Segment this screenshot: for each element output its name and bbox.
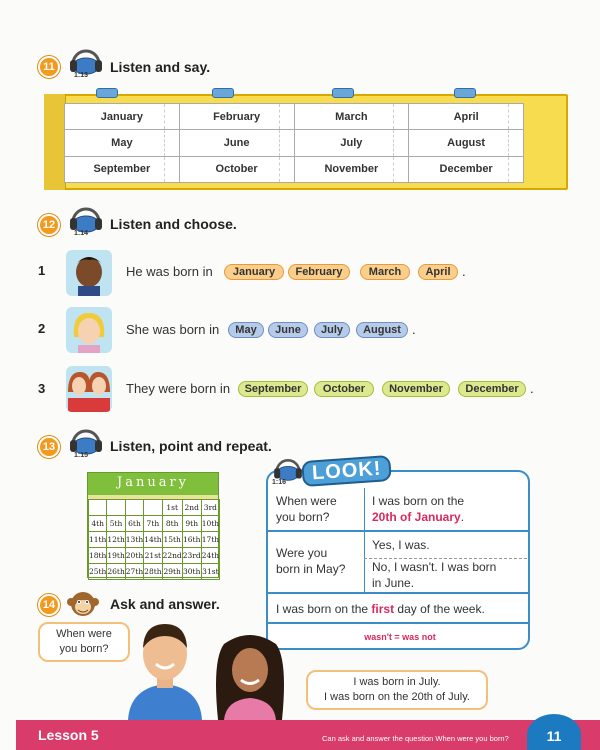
calendar-ring — [454, 88, 476, 98]
choice-option[interactable]: April — [418, 264, 458, 280]
calendar-day: 28th — [144, 564, 162, 580]
monkey-mascot-icon — [66, 588, 100, 620]
calendar-ring — [332, 88, 354, 98]
exercise-number-14: 14 — [38, 594, 60, 616]
look-grammar-box — [266, 470, 530, 650]
month-cell: May — [65, 130, 180, 156]
calendar-day: 27th — [125, 564, 143, 580]
exercise-number-11: 11 — [38, 56, 60, 78]
calendar-day: 13th — [125, 532, 143, 548]
question-line: born in May? — [276, 562, 346, 576]
item-number: 2 — [38, 321, 46, 336]
month-cell: December — [409, 156, 524, 182]
calendar-day: 22nd — [162, 548, 182, 564]
calendar-month: January — [88, 473, 218, 495]
january-calendar — [87, 472, 219, 578]
page-number: 11 — [527, 714, 581, 750]
calendar-day — [125, 500, 143, 516]
choice-option[interactable]: July — [314, 322, 350, 338]
contraction-note: wasn't = was not — [364, 632, 436, 642]
question-line: Were you — [276, 546, 328, 560]
boy-avatar — [66, 250, 112, 296]
track-number: 1:13 — [74, 72, 89, 79]
choice-option[interactable]: September — [238, 381, 308, 397]
calendar-day: 26th — [107, 564, 125, 580]
track-number: 1:16 — [272, 479, 287, 486]
months-table — [64, 103, 524, 183]
calendar-day: 8th — [162, 516, 182, 532]
boy-photo — [124, 618, 206, 720]
question-line: you born? — [276, 510, 330, 524]
calendar-day: 30th — [182, 564, 201, 580]
calendar-day: 1st — [162, 500, 182, 516]
choice-option[interactable]: February — [288, 264, 350, 280]
calendar-day: 23rd — [182, 548, 201, 564]
sentence-end: . — [462, 264, 466, 279]
calendar-day: 6th — [125, 516, 143, 532]
sentence-end: . — [412, 322, 416, 337]
calendar-day: 21st — [144, 548, 162, 564]
speech-bubble-girl: I was born in July. I was born on the 20th of July. — [306, 670, 488, 710]
calendar-day — [89, 500, 107, 516]
sentence: He was born in — [126, 264, 213, 279]
calendar-day: 25th — [89, 564, 107, 580]
month-cell: November — [294, 156, 409, 182]
calendar-day: 12th — [107, 532, 125, 548]
calendar-day: 5th — [107, 516, 125, 532]
month-cell: July — [294, 130, 409, 156]
month-cell: April — [409, 104, 524, 130]
month-cell: August — [409, 130, 524, 156]
calendar-ring — [96, 88, 118, 98]
choice-option[interactable]: December — [458, 381, 526, 397]
track-number: 1:15 — [74, 452, 89, 459]
calendar-day: 31st — [201, 564, 219, 580]
calendar-day: 7th — [144, 516, 162, 532]
girl-avatar — [66, 307, 112, 353]
footer-bar — [16, 720, 600, 750]
track-number: 1:14 — [74, 230, 89, 237]
sentence: They were born in — [126, 381, 231, 396]
answer-line: No, I wasn't. I was born — [372, 560, 497, 574]
example-sentence: I was born on the first day of the week. — [276, 602, 485, 616]
calendar-day: 29th — [162, 564, 182, 580]
highlight-word: first — [371, 602, 395, 616]
look-logo: LOOK! — [301, 455, 392, 487]
choice-option[interactable]: May — [228, 322, 264, 338]
month-cell: February — [179, 104, 294, 130]
speech-bubble-boy: When were you born? — [38, 622, 130, 662]
choice-option[interactable]: June — [268, 322, 308, 338]
calendar-day — [144, 500, 162, 516]
choice-option[interactable]: March — [360, 264, 410, 280]
sentence: She was born in — [126, 322, 220, 337]
answer-line: in June. — [372, 576, 415, 590]
calendar-ring — [212, 88, 234, 98]
calendar-day: 2nd — [182, 500, 201, 516]
answer-line: Yes, I was. — [372, 538, 430, 552]
choice-option[interactable]: January — [224, 264, 284, 280]
answer-line: I was born on the — [372, 494, 465, 508]
calendar-day: 14th — [144, 532, 162, 548]
exercise-number-13: 13 — [38, 436, 60, 458]
calendar-day: 18th — [89, 548, 107, 564]
lesson-objective: Can ask and answer the question When were you born? — [322, 734, 509, 743]
month-cell: September — [65, 156, 180, 182]
calendar-day: 9th — [182, 516, 201, 532]
calendar-day: 20th — [125, 548, 143, 564]
month-cell: January — [65, 104, 180, 130]
question-line: When were — [276, 494, 337, 508]
calendar-day: 11th — [89, 532, 107, 548]
calendar-day — [107, 500, 125, 516]
month-cell: June — [179, 130, 294, 156]
calendar-day: 15th — [162, 532, 182, 548]
girl-photo — [210, 630, 290, 720]
calendar-day: 10th — [201, 516, 219, 532]
sentence-end: . — [530, 381, 534, 396]
exercise-title: Listen, point and repeat. — [110, 438, 272, 454]
highlight-date: 20th of January — [372, 510, 461, 524]
answer-line: 20th of January. — [372, 510, 465, 524]
exercise-title: Listen and say. — [110, 59, 211, 75]
choice-option[interactable]: November — [382, 381, 450, 397]
calendar-day: 16th — [182, 532, 201, 548]
exercise-title: Listen and choose. — [110, 216, 237, 232]
month-cell: March — [294, 104, 409, 130]
item-number: 1 — [38, 263, 46, 278]
calendar-day: 17th — [201, 532, 219, 548]
exercise-title: Ask and answer. — [110, 596, 220, 612]
month-cell: October — [179, 156, 294, 182]
calendar-grid — [88, 499, 220, 580]
twins-avatar — [66, 366, 112, 412]
choice-option[interactable]: August — [356, 322, 408, 338]
exercise-number-12: 12 — [38, 214, 60, 236]
choice-option[interactable]: October — [314, 381, 374, 397]
calendar-day: 19th — [107, 548, 125, 564]
calendar-day: 4th — [89, 516, 107, 532]
calendar-day: 24th — [201, 548, 219, 564]
calendar-day: 3rd — [201, 500, 219, 516]
item-number: 3 — [38, 381, 46, 396]
lesson-label: Lesson 5 — [38, 727, 99, 743]
